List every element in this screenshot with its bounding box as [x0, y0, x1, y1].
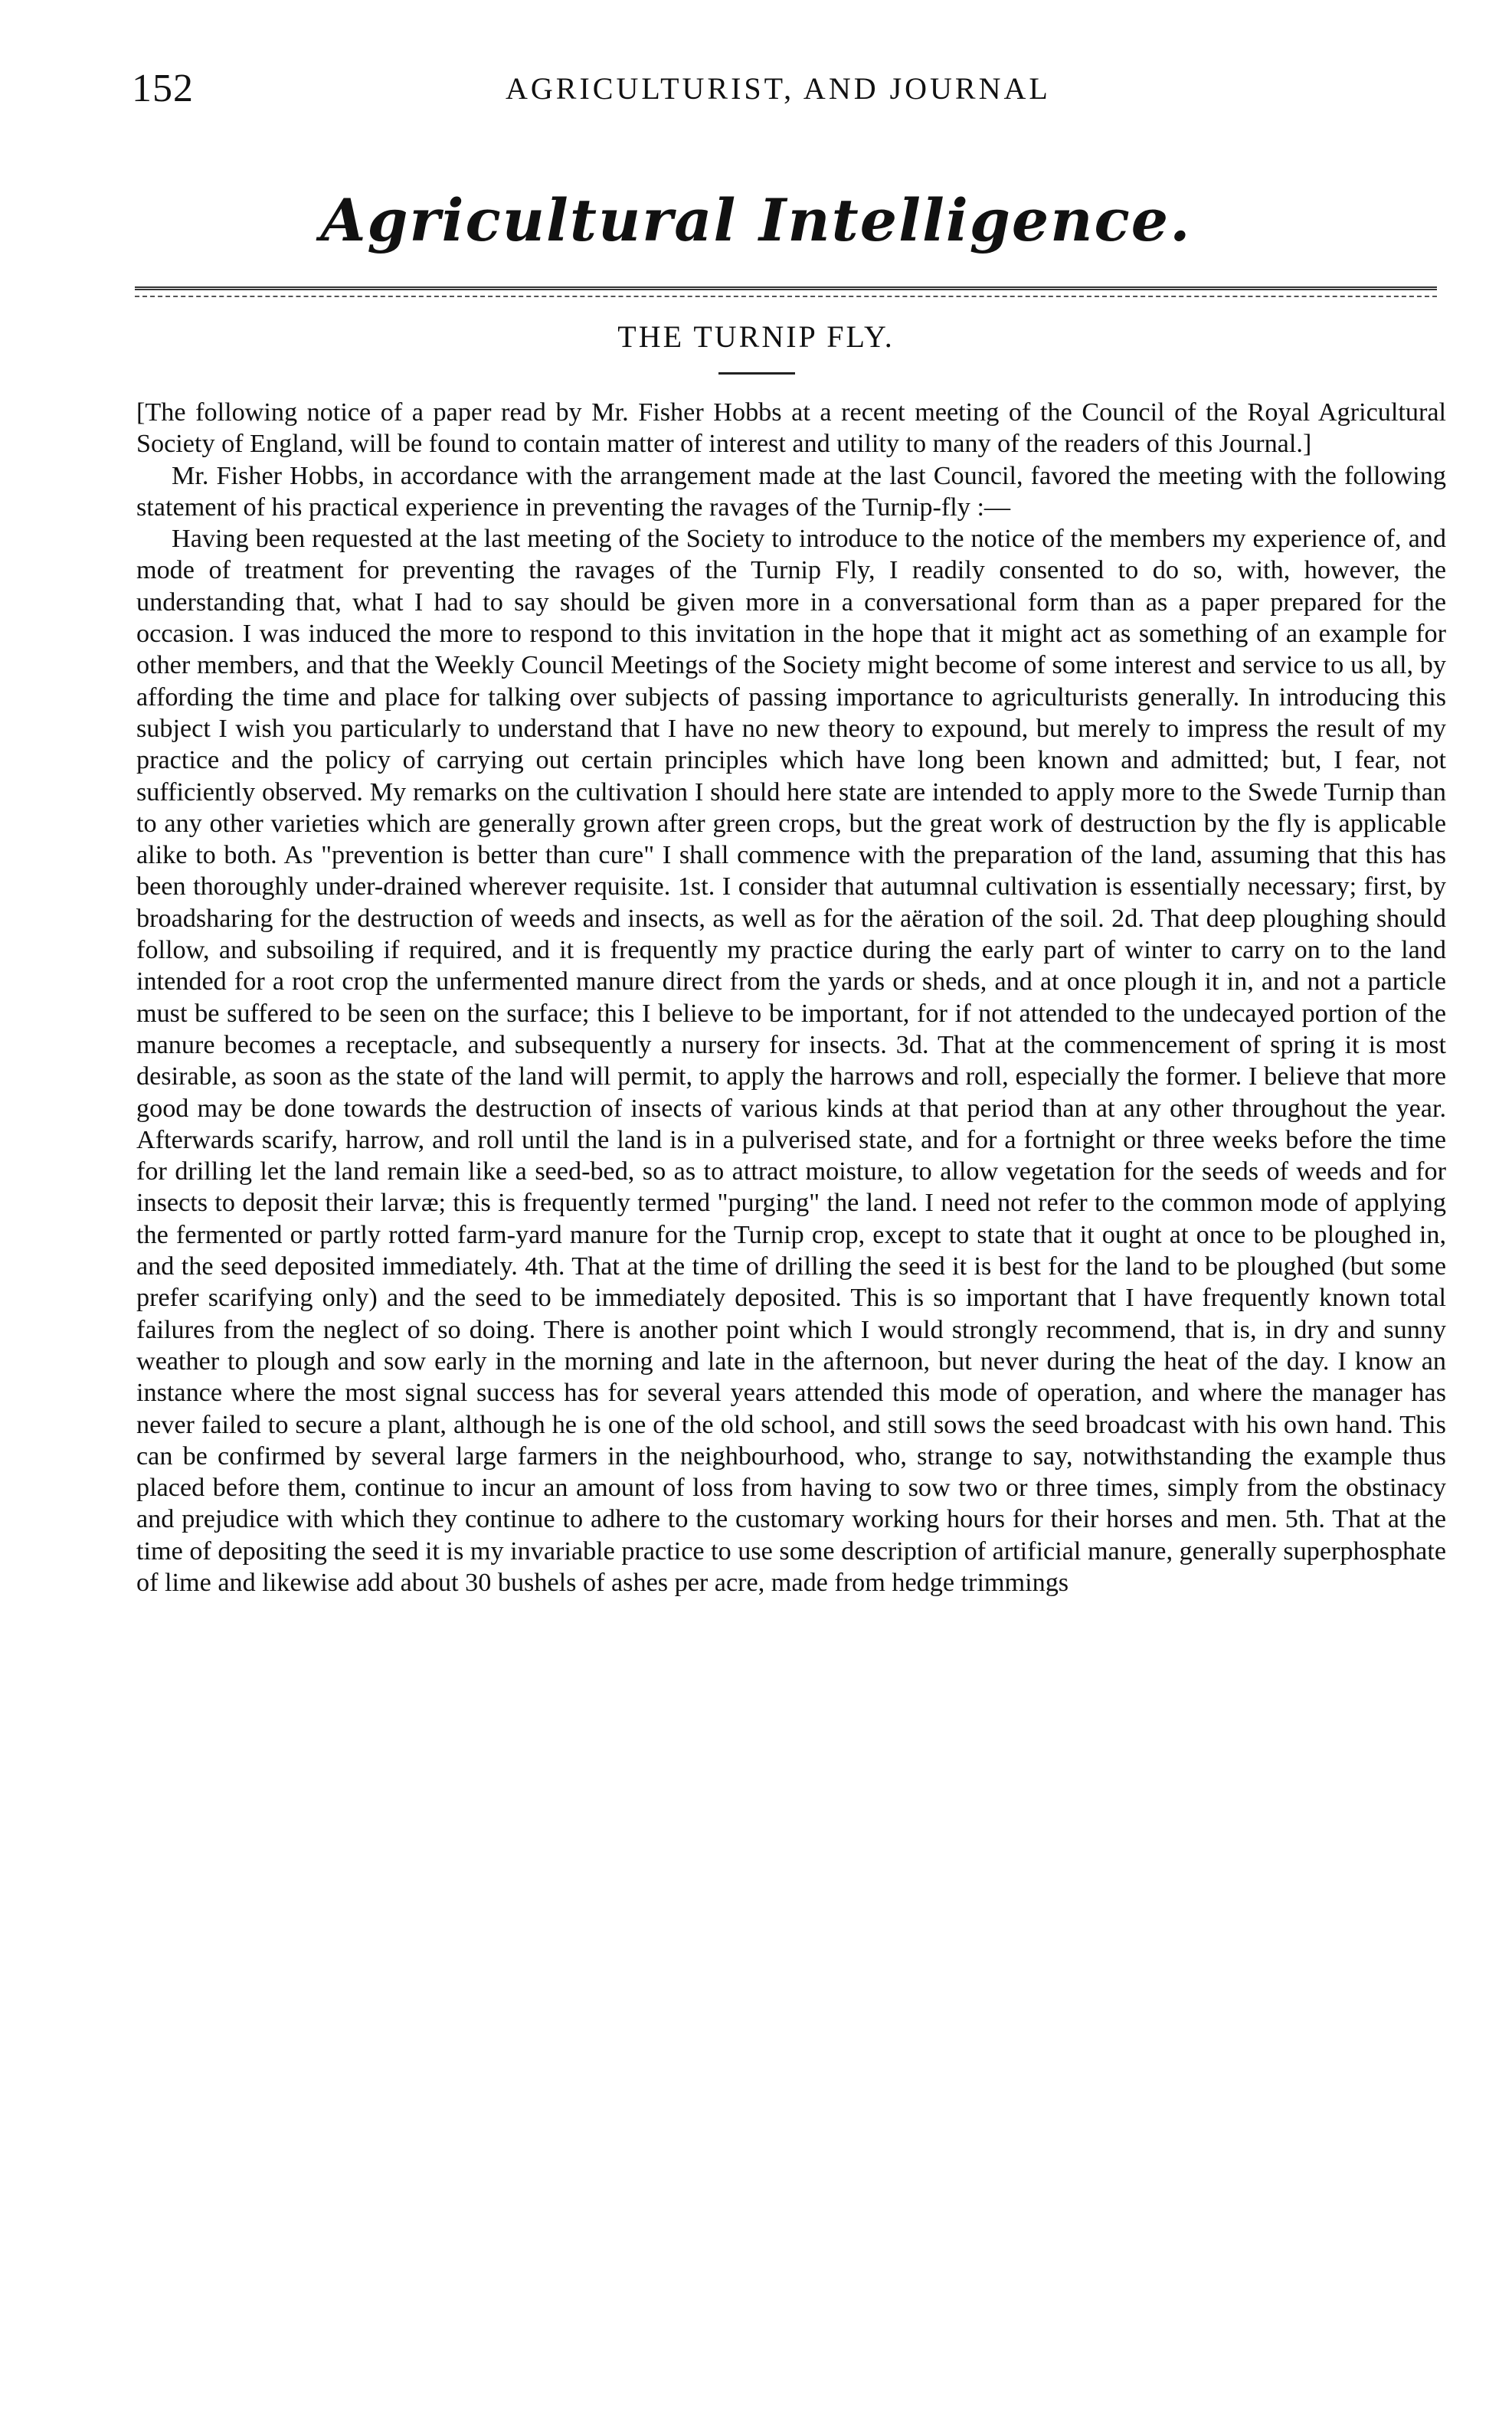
dashed-rule — [135, 296, 1437, 297]
double-rule — [135, 286, 1437, 290]
article-body — [136, 397, 1446, 1598]
editorial-note: [The following notice of a paper read by Mr. Fisher Hobbs at a recent meeting of the Council of the Royal Agricultural Society of England, will be found to contain matter of interest and utility to many of the readers of this Journal.] — [136, 398, 1446, 459]
section-heading: Agricultural Intelligence. — [320, 186, 1192, 254]
journal-name: AGRICULTURIST, AND JOURNAL — [506, 71, 1051, 106]
title-underline — [718, 372, 795, 375]
article-title: THE TURNIP FLY. — [617, 319, 895, 354]
statement-paragraph: Having been requested at the last meeting of the Society to introduce to the notice of the members my experience of, and mode of treatment for preventing the ravages of the Turnip Fly, I readily consented to do so, with, however, the understanding that, what I had to say should be given more in a conversational form than as a paper prepared for the occasion. I was induced the more to respond to this invitation in the hope that it might act as something of an example for other members, and that the Weekly Council Meetings of the Society might become of some interest and service to us all, by affording the time and place for talking over subjects of passing importance to agriculturists generally. In introducing this subject I wish you particularly to understand that I have no new theory to expound, but merely to impress the result of my practice and the policy of carrying out certain principles which have long been known and admitted; but, I fear, not sufficiently observed. My remarks on the cultivation I should here state are intended to apply more to the Swede Turnip than to any other varieties which are generally grown after green crops, but the great work of destruction by the fly is applicable alike to both. As "prevention is better than cure" I shall commence with the preparation of the land, assuming that this has been thoroughly under-drained wherever requisite. 1st. I consider that autumnal cultivation is essentially necessary; first, by broadsharing for the destruction of weeds and insects, as well as for the aëration of the soil. 2d. That deep ploughing should follow, and subsoiling if required, and it is frequently my practice during the early part of winter to carry on to the land intended for a root crop the unfermented manure direct from the yards or sheds, and at once plough it in, and not a particle must be suffered to be seen on the surface; this I believe to be important, for if not attended to the undecayed portion of the manure becomes a receptacle, and subsequently a nursery for insects. 3d. That at the commencement of spring it is most desirable, as soon as the state of the land will permit, to apply the harrows and roll, especially the former. I believe that more good may be done towards the destruction of insects of various kinds at that period than at any other throughout the year. Afterwards scarify, harrow, and roll until the land is in a pulverised state, and for a fortnight or three weeks before the time for drilling let the land remain like a seed-bed, so as to attract moisture, to allow vegetation for the seeds of weeds and for insects to deposit their larvæ; this is frequently termed "purging" the land. I need not refer to the common mode of applying the fermented or partly rotted farm-yard manure for the Turnip crop, except to state that it ought at once to be ploughed in, and the seed deposited immediately. 4th. That at the time of drilling the seed it is best for the land to be ploughed (but some prefer scarifying only) and the seed to be immediately deposited. This is so important that I have frequently known total failures from the neglect of so doing. There is another point which I would strongly recommend, that is, in dry and sunny weather to plough and sow early in the morning and late in the afternoon, but never during the heat of the day. I know an instance where the most signal success has for several years attended this mode of operation, and where the manager has never failed to secure a plant, although he is one of the old school, and still sows the seed broadcast with his own hand. This can be confirmed by several large farmers in the neighbourhood, who, strange to say, notwithstanding the example thus placed before them, continue to incur an amount of loss from having to sow two or three times, simply from the obstinacy and prejudice with which they continue to adhere to the customary working hours for their horses and men. 5th. That at the time of depositing the seed it is my invariable practice to use some description of artificial manure, generally superphosphate of lime and likewise add about 30 bushels of ashes per acre, made from hedge trimmings — [136, 525, 1446, 1597]
running-header — [123, 64, 1440, 113]
intro-paragraph: Mr. Fisher Hobbs, in accordance with the arrangement made at the last Council, favored the meeting with the following statement of his practical experience in preventing the ravages of the Turnip-fly :— — [136, 461, 1446, 522]
page-number: 152 — [132, 67, 194, 110]
